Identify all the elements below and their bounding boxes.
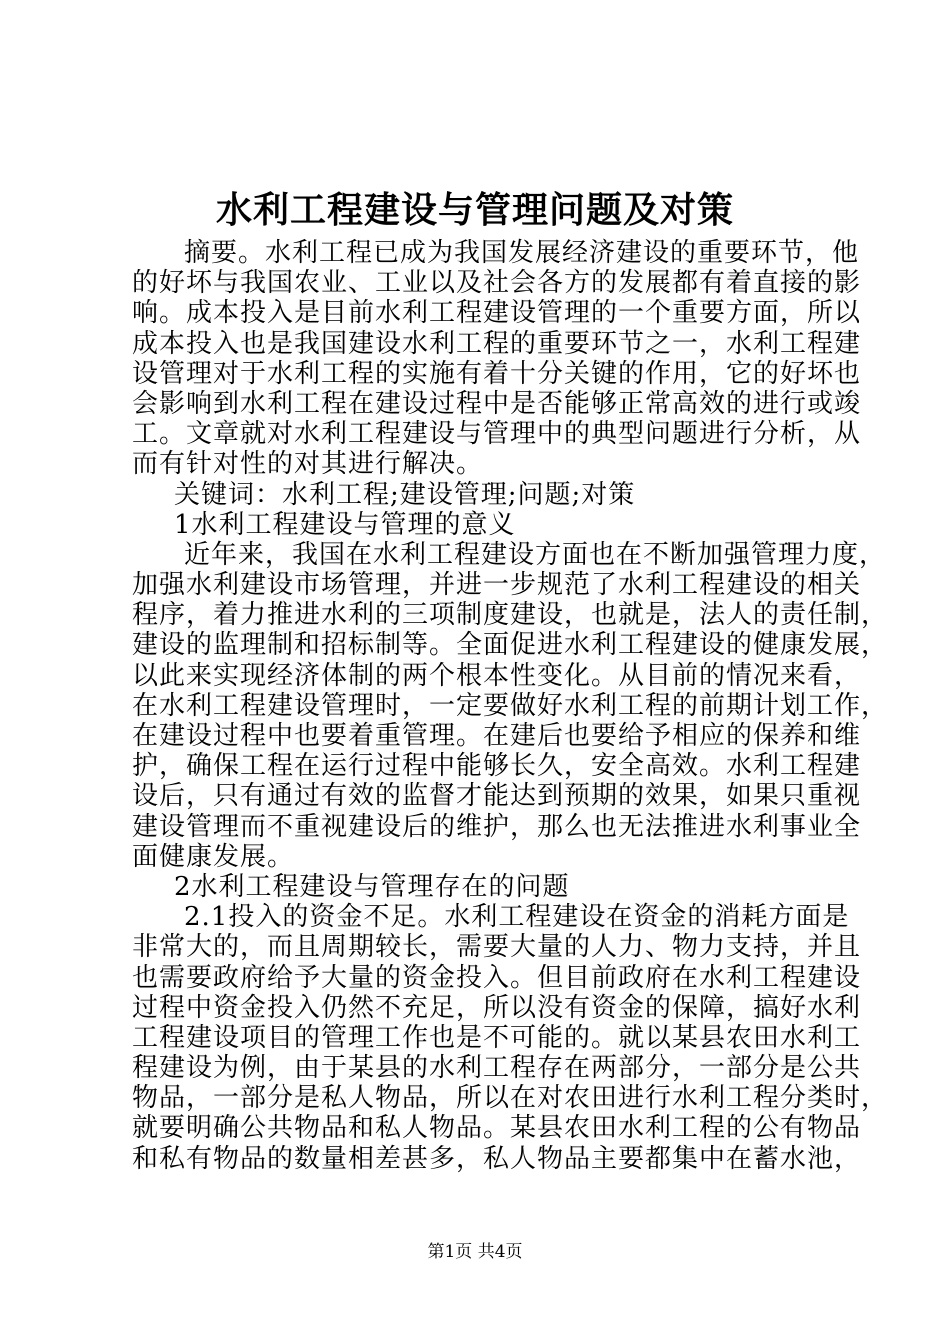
body-line: 物品，一部分是私人物品，所以在对农田进行水利工程分类时， [132,1083,889,1114]
body-line: 过程中资金投入仍然不充足，所以没有资金的保障，搞好水利 [132,992,862,1023]
section-heading: 1水利工程建设与管理的意义 [174,509,516,540]
body-line: 非常大的，而且周期较长，需要大量的人力、物力支持，并且 [132,932,862,963]
keywords-line: 关键词：水利工程;建设管理;问题;对策 [174,479,636,510]
body-line: 工。文章就对水利工程建设与管理中的典型问题进行分析，从 [132,419,862,450]
body-line: 摘要。水利工程已成为我国发展经济建设的重要环节，他 [184,238,860,268]
body-line: 程建设为例，由于某县的水利工程存在两部分，一部分是公共 [132,1053,862,1084]
body-line: 在建设过程中也要着重管理。在建后也要给予相应的保养和维 [132,721,862,751]
body-line: 工程建设项目的管理工作也是不可能的。就以某县农田水利工 [132,1022,862,1053]
document-title: 水利工程建设与管理问题及对策 [215,189,734,231]
body-line: 的好坏与我国农业、工业以及社会各方的发展都有着直接的影 [132,268,862,299]
page-footer: 第1页 共4页 [427,1242,523,1262]
body-line: 在水利工程建设管理时，一定要做好水利工程的前期计划工作， [132,690,889,721]
body-line: 以此来实现经济体制的两个根本性变化。从目前的情况来看， [132,660,862,691]
document-body [132,238,889,1174]
body-line: 建设的监理制和招标制等。全面促进水利工程建设的健康发展， [132,630,889,661]
body-line: 建设管理而不重视建设后的维护，那么也无法推进水利事业全 [132,811,862,842]
body-line: 响。成本投入是目前水利工程建设管理的一个重要方面，所以 [132,298,862,329]
body-line: 设管理对于水利工程的实施有着十分关键的作用，它的好坏也 [132,358,862,389]
body-line: 会影响到水利工程在建设过程中是否能够正常高效的进行或竣 [132,388,862,419]
body-line: 护，确保工程在运行过程中能够长久，安全高效。水利工程建 [132,751,862,782]
body-line: 面健康发展。 [132,841,295,872]
body-line: 近年来，我国在水利工程建设方面也在不断加强管理力度， [184,539,887,570]
body-line: 设后，只有通过有效的监督才能达到预期的效果，如果只重视 [132,781,862,812]
body-line: 程序，着力推进水利的三项制度建设，也就是，法人的责任制， [132,600,889,631]
body-line: 也需要政府给予大量的资金投入。但目前政府在水利工程建设 [132,962,862,993]
body-line: 而有针对性的对其进行解决。 [132,449,484,480]
body-line: 和私有物品的数量相差甚多，私人物品主要都集中在蓄水池， [132,1143,862,1174]
body-line: 加强水利建设市场管理，并进一步规范了水利工程建设的相关 [132,570,862,601]
body-line: 就要明确公共物品和私人物品。某县农田水利工程的公有物品 [132,1113,862,1144]
body-line: 成本投入也是我国建设水利工程的重要环节之一，水利工程建 [132,328,862,359]
body-line: 2.1投入的资金不足。水利工程建设在资金的消耗方面是 [184,902,850,933]
section-heading: 2水利工程建设与管理存在的问题 [174,871,570,902]
